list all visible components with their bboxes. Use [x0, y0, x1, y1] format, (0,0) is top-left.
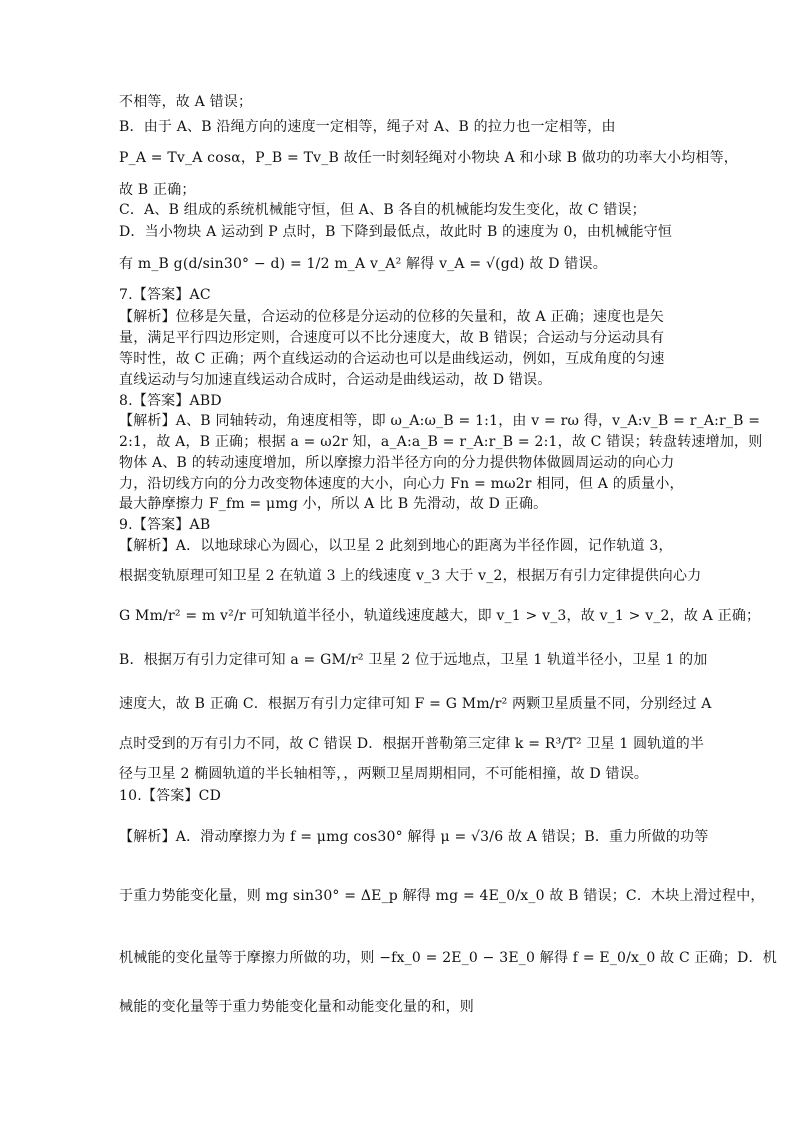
text-line: 量，满足平行四边形定则，合速度可以不比分速度大，故 B 错误；合运动与分运动具有	[119, 330, 665, 346]
text-line: 物体 A、B 的转动速度增加，所以摩擦力沿半径方向的分力提供物体做圆周运动的向心力	[119, 455, 675, 471]
text-line: 有 m_B g(d/sin30° − d) = 1/2 m_A v_A² 解得 v_A = √(gd) 故 D 错误。	[119, 256, 607, 272]
text-line: 径与卫星 2 椭圆轨道的半长轴相等，，两颗卫星周期相同，不可能相撞，故 D 错误。	[119, 766, 649, 782]
text-line: P_A = Tv_A cosα，P_B = Tv_B 故任一时刻轻绳对小物块 A 和小球 B 做功的功率大小均相等，	[119, 150, 738, 166]
text-line: 等时性，故 C 正确；两个直线运动的合运动也可以是曲线运动，例如，互成角度的匀速	[119, 351, 665, 367]
text-line: 点时受到的万有引力不同，故 C 错误 D．根据开普勒第三定律 k = R³/T² 卫星 1 圆轨道的半	[119, 736, 705, 752]
text-line: 械能的变化量等于重力势能变化量和动能变化量的和，则	[119, 999, 474, 1015]
text-line: 【解析】位移是矢量，合运动的位移是分运动的位移的矢量和，故 A 正确；速度也是矢	[119, 309, 665, 325]
text-line: B．由于 A、B 沿绳方向的速度一定相等，绳子对 A、B 的拉力也一定相等，由	[119, 119, 616, 135]
text-line: 直线运动与匀加速直线运动合成时，合运动是曲线运动，故 D 错误。	[119, 372, 552, 388]
text-line: 【解析】A．滑动摩擦力为 f = μmg cos30° 解得 μ = √3/6 故 A 错误；B．重力所做的功等	[119, 829, 709, 845]
text-line: B．根据万有引力定律可知 a = GM/r² 卫星 2 位于远地点，卫星 1 轨道半径小，卫星 1 的加	[119, 652, 708, 668]
text-line: 9.【答案】AB	[119, 517, 211, 533]
text-line: 根据变轨原理可知卫星 2 在轨道 3 上的线速度 v_3 大于 v_2，根据万有引力定律提供向心力	[119, 568, 702, 584]
text-line: 【解析】A．以地球球心为圆心，以卫星 2 此刻到地心的距离为半径作圆，记作轨道 3，	[119, 538, 673, 554]
text-line: 速度大，故 B 正确 C．根据万有引力定律可知 F = G Mm/r² 两颗卫星质量不同，分别经过 A	[119, 696, 712, 712]
text-line: 不相等，故 A 错误；	[119, 94, 253, 110]
text-line: 最大静摩擦力 F_fm = μmg 小，所以 A 比 B 先滑动，故 D 正确。	[119, 496, 548, 512]
text-line: 机械能的变化量等于摩擦力所做的功，则 −fx_0 = 2E_0 − 3E_0 解得 f = E_0/x_0 故 C 正确；D．机	[119, 950, 777, 966]
text-line: 【解析】A、B 同轴转动，角速度相等，即 ω_A:ω_B = 1:1，由 v = rω 得，v_A:v_B = r_A:r_B =	[119, 413, 761, 429]
text-line: 于重力势能变化量，则 mg sin30° = ΔE_p 解得 mg = 4E_0/x_0 故 B 错误；C．木块上滑过程中，	[119, 888, 765, 904]
text-line: 故 B 正确；	[119, 182, 196, 198]
text-line: D．当小物块 A 运动到 P 点时，B 下降到最低点，故此时 B 的速度为 0，由机械能守恒	[119, 224, 673, 240]
text-line: 7.【答案】AC	[119, 287, 211, 303]
text-line: 2:1，故 A，B 正确；根据 a = ω2r 知，a_A:a_B = r_A:r_B = 2:1，故 C 错误；转盘转速增加，则	[119, 434, 763, 450]
text-line: 8.【答案】ABD	[119, 393, 222, 409]
text-line: G Mm/r² = m v²/r 可知轨道半径小，轨道线速度越大，即 v_1 > v_3，故 v_1 > v_2，故 A 正确；	[119, 608, 761, 624]
text-line: 力，沿切线方向的分力改变物体速度的大小，向心力 Fn = mω2r 相同，但 A 的质量小，	[119, 476, 684, 492]
text-line: 10.【答案】CD	[119, 788, 222, 804]
text-line: C．A、B 组成的系统机械能守恒，但 A、B 各自的机械能均发生变化，故 C 错误；	[119, 202, 646, 218]
